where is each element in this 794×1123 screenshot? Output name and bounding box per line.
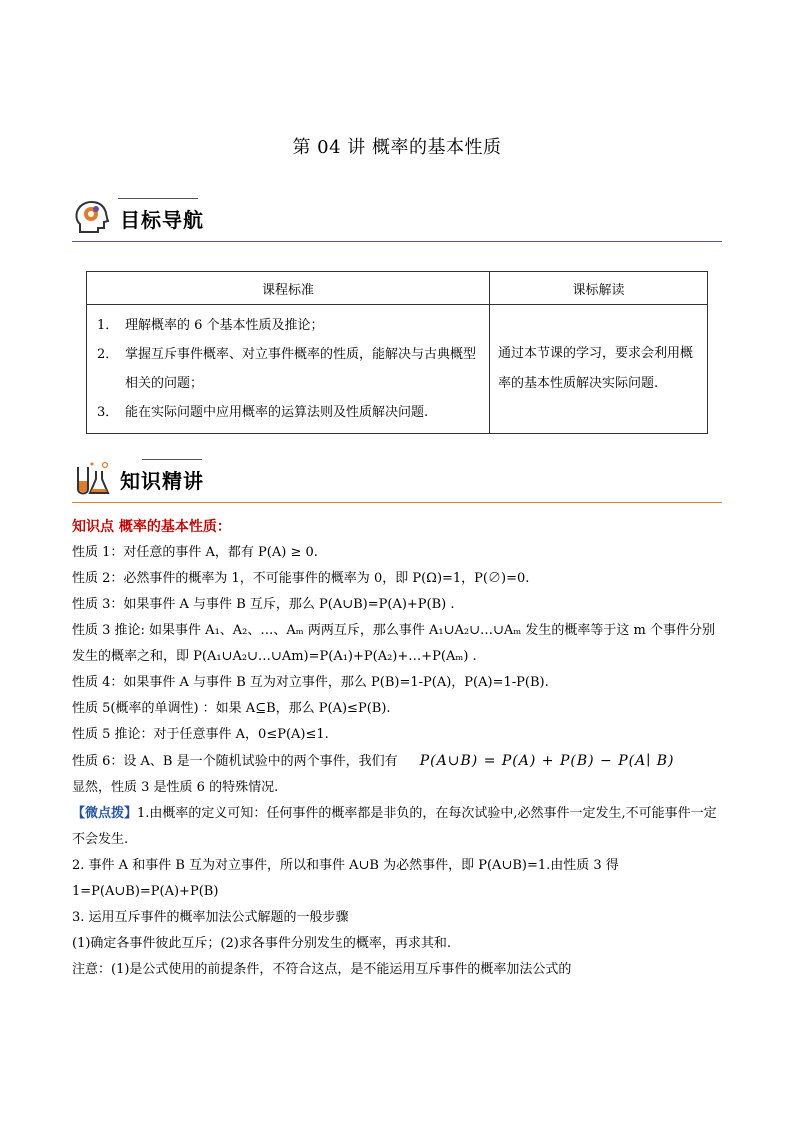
section-title: 知识精讲 <box>120 469 204 493</box>
list-item: 1． 理解概率的 6 个基本性质及推论； <box>97 318 324 333</box>
tip-equation: 1=P(A∪B)=P(A)+P(B) <box>72 884 219 899</box>
interpretation-cell: 通过本节课的学习，要求会利用概率的基本性质解决实际问题. <box>490 305 708 434</box>
property-6 <box>72 748 724 775</box>
list-item: 3． 能在实际问题中应用概率的运算法则及性质解决问题. <box>97 405 429 420</box>
remark: 显然，性质 3 是性质 6 的特殊情况. <box>72 780 279 795</box>
tip-label: 【微点拨】 <box>72 806 138 821</box>
steps: (1)确定各事件彼此互斥；(2)求各事件分别发生的概率，再求其和. <box>72 936 451 951</box>
property-3-corollary: 性质 3 推论: 如果事件 A₁、A₂、…、Aₘ 两两互斥，那么事件 A₁∪A₂∪…∪Aₘ 发生的概率等于这 m 个事件分别发生的概率之和，即 P(A₁∪A₂∪…∪Am)=P(A₁)+P(A₂)+…+P(Aₘ) . <box>72 623 715 664</box>
tip-point-3: 3. 运用互斥事件的概率加法公式解题的一般步骤 <box>72 910 349 925</box>
tip-point-2: 2. 事件 A 和事件 B 互为对立事件，所以和事件 A∪B 为必然事件，即 P(A∪B)=1.由性质 3 得 <box>72 858 619 873</box>
section-divider <box>72 502 722 503</box>
property-6-formula: P(A∪B) = P(A) + P(B) − P(A∣ B) <box>419 753 675 769</box>
page-title: 第 04 讲 概率的基本性质 <box>292 137 502 158</box>
header-accent-line <box>142 459 202 460</box>
property-3: 性质 3：如果事件 A 与事件 B 互斥，那么 P(A∪B)=P(A)+P(B) . <box>72 597 455 612</box>
tip-text: 1.由概率的定义可知：任何事件的概率都是非负的，在每次试验中,必然事件一定发生,不可能事件一定不会发生. <box>72 806 717 847</box>
note: 注意：(1)是公式使用的前提条件，不符合这点，是不能运用互斥事件的概率加法公式的 <box>72 962 572 977</box>
property-5-corollary: 性质 5 推论：对于任意事件 A，0≤P(A)≤1. <box>72 727 329 742</box>
knowledge-heading: 知识点 概率的基本性质： <box>72 519 231 535</box>
lab-flask-icon <box>72 459 112 499</box>
section-header-knowledge <box>72 459 722 503</box>
property-4: 性质 4：如果事件 A 与事件 B 互为对立事件，那么 P(B)=1-P(A)，P(A)=1-P(B). <box>72 675 549 690</box>
header-accent-line <box>118 198 198 199</box>
section-divider <box>72 241 722 242</box>
property-2: 性质 2：必然事件的概率为 1，不可能事件的概率为 0，即 P(Ω)=1，P(∅)=0. <box>72 571 530 586</box>
head-gear-icon <box>72 198 112 238</box>
table-header-standards: 课程标准 <box>87 272 490 305</box>
section-title: 目标导航 <box>120 208 204 232</box>
table-header-interpretation: 课标解读 <box>490 272 708 305</box>
property-1: 性质 1：对任意的事件 A，都有 P(A) ≥ 0. <box>72 545 318 560</box>
list-item: 2． 掌握互斥事件概率、对立事件概率的性质，能解决与古典概型相关的问题； <box>97 347 477 391</box>
property-5: 性质 5(概率的单调性) ：如果 A⊆B，那么 P(A)≤P(B). <box>72 701 391 716</box>
curriculum-table <box>86 271 708 434</box>
knowledge-content <box>72 514 724 983</box>
standards-cell <box>87 305 490 434</box>
property-6-text: 性质 6：设 A、B 是一个随机试验中的两个事件，我们有 <box>72 754 398 769</box>
tip-paragraph <box>72 801 724 853</box>
section-header-goals <box>72 198 722 242</box>
